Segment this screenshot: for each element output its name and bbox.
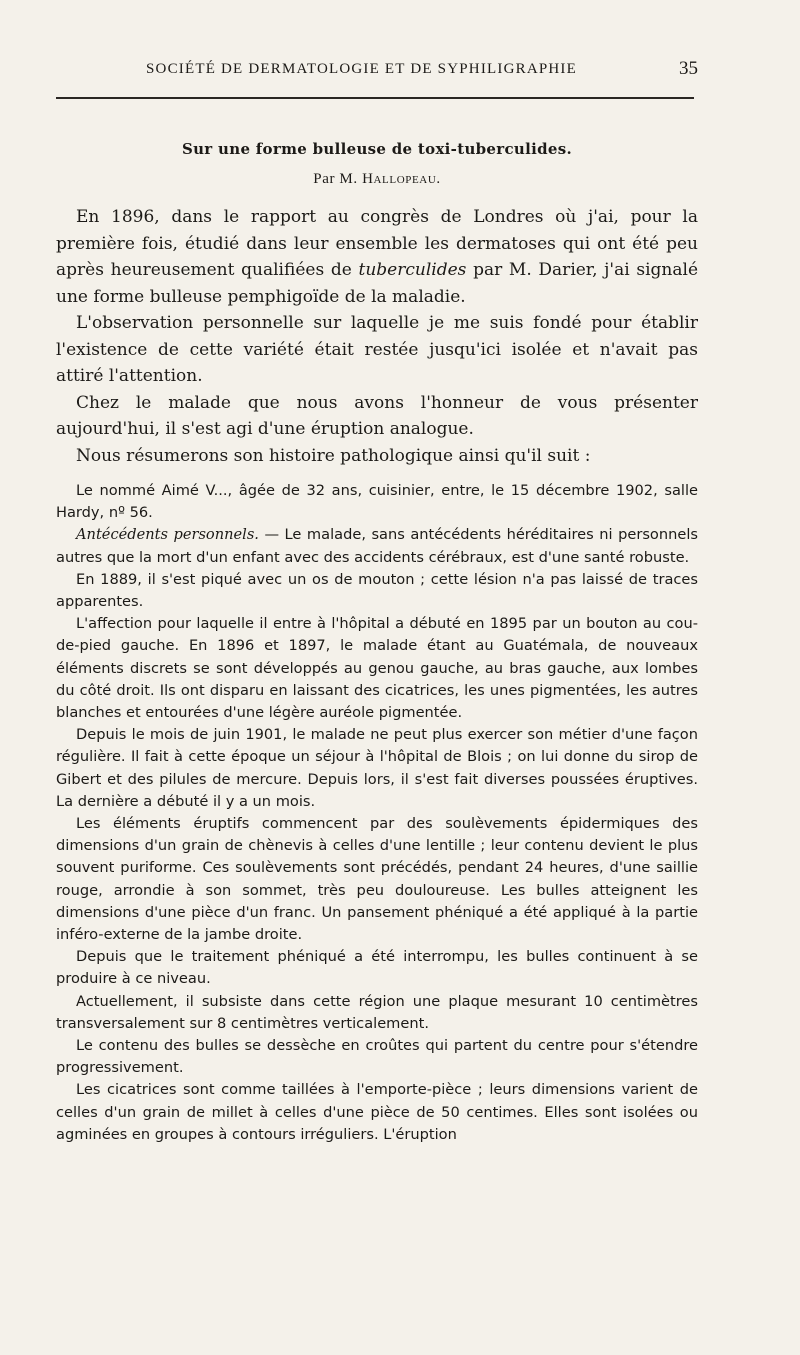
antecedents-text: — Le malade, sans antécédents héréditaires ni personnels autres que la mort d'un enfant avec des accidents cérébraux, est d'une santé robuste. — [56, 526, 698, 566]
observation-paragraph-3: En 1889, il s'est piqué avec un os de mouton ; cette lésion n'a pas laissé de traces apparentes. — [56, 570, 698, 611]
case-observation — [56, 480, 698, 1146]
antecedents-label: Antécédents personnels. — [76, 526, 259, 544]
intro-p1-before: En 1896, dans le rapport au congrès de Londres où j'ai, pour la première fois, étudié dans leur ensemble les dermatoses qui ont été peu après heureusement qualifiées de — [56, 207, 698, 280]
intro-paragraph-2: L'observation personnelle sur laquelle je me suis fondé pour établir l'existence de cette variété était restée jusqu'ici isolée et n'avait pas attiré l'attention. — [56, 313, 698, 386]
observation-paragraph-2 — [56, 524, 698, 568]
intro-paragraph-4: Nous résumerons son histoire pathologique ainsi qu'il suit : — [76, 445, 591, 466]
observation-paragraph-5: Depuis le mois de juin 1901, le malade ne peut plus exercer son métier d'une façon régulière. Il fait à cette époque un séjour à l'hôpital de Blois ; on lui donne du sirop de Gibert et des pilules de mercure. Depuis lors, il s'est fait diverses poussées éruptives. La dernière a débuté il y a un mois. — [56, 726, 698, 810]
intro-p1-after: par M. Darier, j'ai signalé une forme bulleuse pemphigoïde de la maladie. — [56, 260, 698, 307]
observation-paragraph-9: Le contenu des bulles se dessèche en croûtes qui partent du centre pour s'étendre progressivement. — [56, 1037, 698, 1077]
running-head — [56, 58, 698, 85]
byline-prefix: Par M. — [313, 171, 363, 187]
page-number: 35 — [679, 58, 698, 79]
observation-paragraph-8: Actuellement, il subsiste dans cette région une plaque mesurant 10 centimètres transversalement sur 8 centimètres verticalement. — [56, 992, 698, 1032]
introduction — [56, 204, 698, 469]
intro-p1-italic-term: tuberculides — [358, 260, 467, 280]
running-title: SOCIÉTÉ DE DERMATOLOGIE ET DE SYPHILIGRAPHIE — [146, 61, 577, 77]
article-title: Sur une forme bulleuse de toxi-tuberculides. — [181, 140, 573, 158]
intro-paragraph-1 — [56, 204, 698, 310]
observation-paragraph-7: Depuis que le traitement phéniqué a été interrompu, les bulles continuent à se produire à ce niveau. — [56, 948, 698, 988]
document-page — [56, 0, 698, 1355]
observation-paragraph-6: Les éléments éruptifs commencent par des soulèvements épidermiques des dimensions d'un grain de chènevis à celles d'une lentille ; leur contenu devient le plus souvent puriforme. Ces soulèvements sont précédés, pendant 24 heures, d'une saillie rouge, arrondie à son sommet, très peu douloureuse. Les bulles atteignent les dimensions d'une pièce d'un franc. Un pansement phéniqué a été appliqué à la partie inféro-externe de la jambe droite. — [56, 815, 698, 944]
observation-paragraph-4: L'affection pour laquelle il entre à l'hôpital a débuté en 1895 par un bouton au cou-de-pied gauche. En 1896 et 1897, le malade étant au Guatémala, de nouveaux éléments discrets se sont développés au genou gauche, au bras gauche, aux lombes du côté droit. Ils ont disparu en laissant des cicatrices, les unes pigmentées, les autres blanches et entourées d'une légère auréole pigmentée. — [56, 615, 698, 722]
observation-paragraph-1: Le nommé Aimé V..., âgée de 32 ans, cuisinier, entre, le 15 décembre 1902, salle Hardy, nº 56. — [56, 482, 698, 522]
observation-paragraph-10: Les cicatrices sont comme taillées à l'emporte-pièce ; leurs dimensions varient de celles d'un grain de millet à celles d'une pièce de 50 centimes. Elles sont isolées ou agminées en groupes à contours irréguliers. L'éruption — [56, 1081, 698, 1143]
intro-paragraph-3: Chez le malade que nous avons l'honneur de vous présenter aujourd'hui, il s'est agi d'une éruption analogue. — [56, 392, 698, 439]
byline — [56, 171, 698, 188]
header-rule — [56, 97, 694, 99]
author-name: Hallopeau. — [362, 171, 441, 187]
